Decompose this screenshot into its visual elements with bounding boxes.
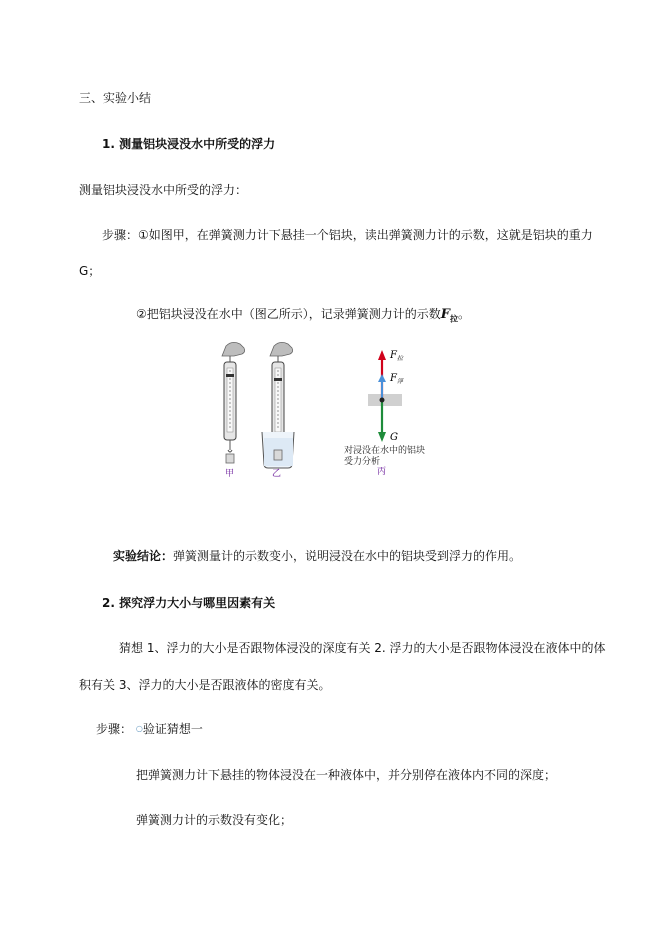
figure-caption-line2: 受力分析 [344, 457, 381, 467]
subsection-1-title: 测量铝块浸没水中所受的浮力 [119, 137, 276, 151]
subsection-1-heading [102, 136, 275, 152]
spring-scale-jia [222, 342, 245, 463]
figure-caption-line1: 对浸没在水中的铝块 [344, 446, 426, 456]
step1-line [102, 227, 593, 243]
pull-force-label: $F_拉$ [390, 350, 403, 362]
buoyant-force-label: $F_浮$ [390, 373, 403, 385]
conclusion-label: 实验结论： [113, 549, 174, 563]
step1-text: 如图甲，在弹簧测力计下悬挂一个铝块，读出弹簧测力计的示数，这就是铝块的重力 [148, 228, 593, 242]
figure-label-jia: 甲 [225, 469, 235, 479]
conclusion-text: 弹簧测量计的示数变小，说明浸没在水中的铝块受到浮力的作用。 [173, 549, 522, 563]
subsection-1-number: 1. [102, 137, 115, 151]
guess-line-2: 积有关 3、浮力的大小是否跟液体的密度有关。 [79, 678, 331, 692]
step2-end: 。 [458, 307, 471, 321]
steps2-title: 验证猜想一 [142, 722, 203, 736]
subsection-2-number: 2. [102, 596, 115, 610]
guess-line-1: 猜想 1、浮力的大小是否跟物体浸没的深度有关 2. 浮力的大小是否跟物体浸没在液体中的体 [119, 641, 606, 655]
force-diagram [344, 350, 425, 467]
figure-label-bing: 丙 [377, 467, 387, 477]
step2-text: ②把铝块浸没在水中（图乙所示），记录弹簧测力计的示数 [136, 307, 441, 321]
step2-line [136, 306, 470, 327]
conclusion-line [113, 548, 521, 564]
step1-marker: ① [138, 228, 149, 242]
section-title: 三、实验小结 [79, 91, 152, 105]
steps2-label: 步骤： [96, 722, 133, 736]
figure-label-yi: 乙 [272, 469, 282, 479]
subsection-2-heading [102, 595, 275, 611]
step1-continuation: G； [79, 264, 101, 278]
steps2-marker: ○ [135, 724, 143, 733]
steps2-line1: 把弹簧测力计下悬挂的物体浸没在一种液体中，并分别停在液体内不同的深度； [136, 768, 557, 782]
intro-text: 测量铝块浸没水中所受的浮力： [79, 183, 248, 197]
subsection-2-title: 探究浮力大小与哪里因素有关 [119, 596, 276, 610]
beaker [262, 432, 294, 468]
steps2-line [96, 721, 203, 737]
steps-label: 步骤： [102, 228, 139, 242]
experiment-figure [210, 338, 450, 483]
pull-force-symbol: $F_拉$ [440, 307, 458, 324]
gravity-label: G [390, 432, 398, 443]
steps2-line2: 弹簧测力计的示数没有变化； [136, 813, 293, 827]
